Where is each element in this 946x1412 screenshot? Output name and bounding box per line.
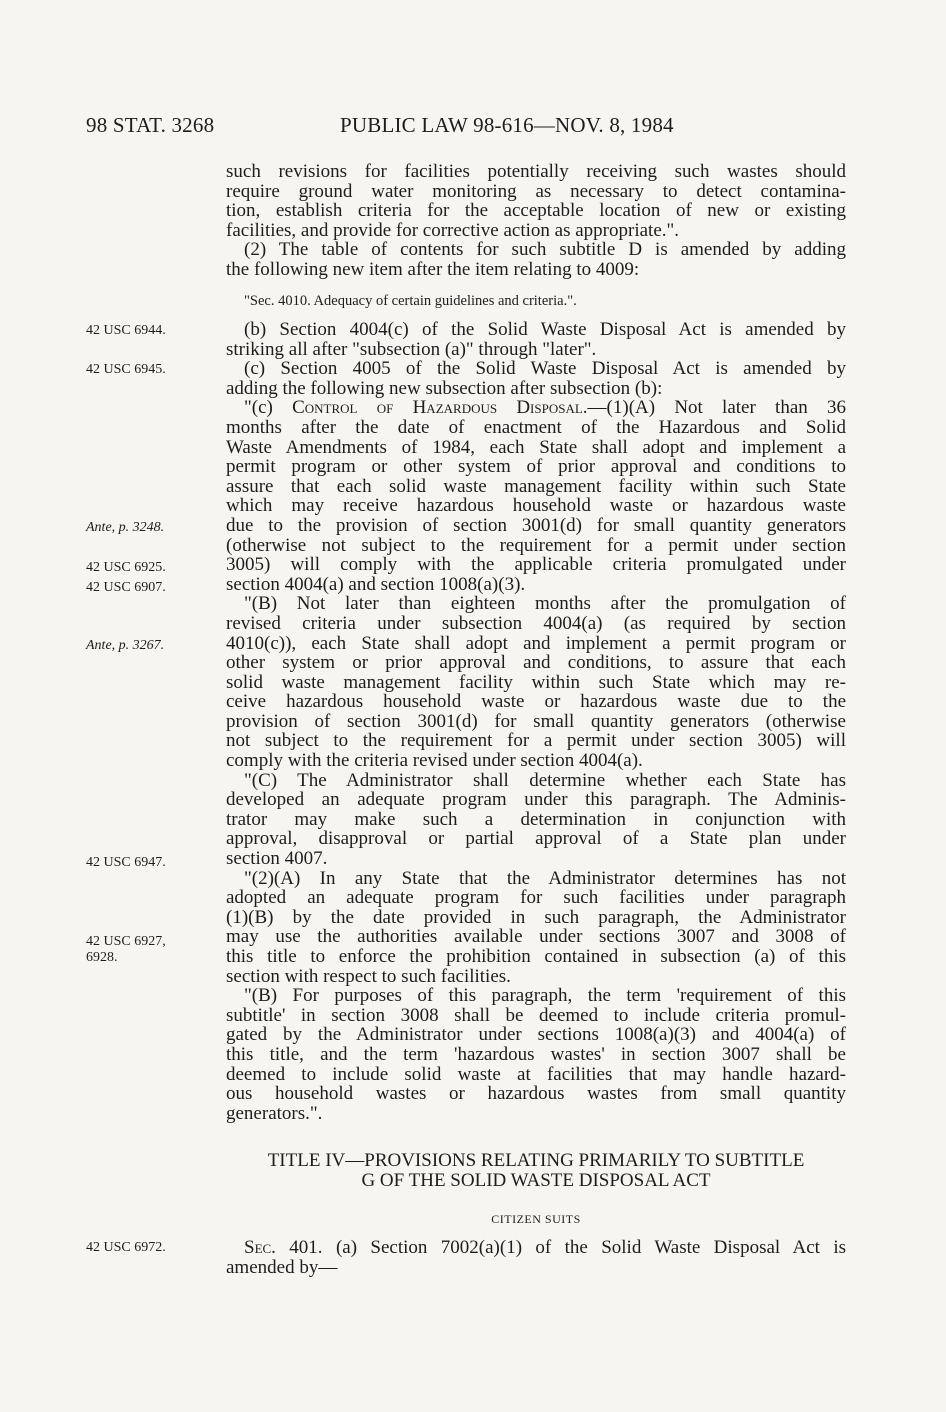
margin-note: 6928. bbox=[86, 950, 118, 965]
text-line: ceive hazardous household waste or hazardous waste due to the bbox=[226, 691, 846, 713]
text-line: adopted an adequate program for such facilities under paragraph bbox=[226, 887, 846, 909]
section-401 bbox=[226, 1238, 846, 1277]
text-line bbox=[226, 1238, 846, 1258]
text-line: deemed to include solid waste at facilities that may handle hazard- bbox=[226, 1063, 846, 1085]
text-line: section 4007. bbox=[226, 848, 328, 870]
text-line: generators.". bbox=[226, 1102, 323, 1124]
text-line: revised criteria under subsection 4004(a) (as required by section bbox=[226, 612, 846, 634]
text-line: 4010(c)), each State shall adopt and implement a permit program or bbox=[226, 632, 846, 654]
text-line: facilities, and provide for corrective action as appropriate.". bbox=[226, 219, 680, 241]
margin-note: 42 USC 6925. bbox=[86, 560, 166, 575]
text-line bbox=[226, 398, 846, 418]
text-line: (b) Section 4004(c) of the Solid Waste Disposal Act is amended by bbox=[244, 319, 846, 340]
text-line: "(2)(A) In any State that the Administrator determines has not bbox=[244, 867, 846, 889]
margin-note: 42 USC 6945. bbox=[86, 362, 166, 377]
margin-note: 42 USC 6907. bbox=[86, 580, 166, 595]
section-label: Sec. 401. bbox=[244, 1237, 323, 1258]
text-line: amended by— bbox=[226, 1256, 338, 1278]
text-line: require ground water monitoring as necessary to detect contamina- bbox=[226, 180, 846, 202]
text-line: developed an adequate program under this paragraph. The Adminis- bbox=[226, 789, 846, 811]
text-line: "(B) For purposes of this paragraph, the term 'requirement of this bbox=[244, 985, 846, 1007]
text-line: this title to enforce the prohibition contained in subsection (a) of this bbox=[226, 946, 846, 967]
text-line: the following new item after the item relating to 4009: bbox=[226, 258, 640, 280]
running-head: PUBLIC LAW 98-616—NOV. 8, 1984 bbox=[340, 113, 674, 137]
title-line: TITLE IV—PROVISIONS RELATING PRIMARILY TO SUBTITLE bbox=[267, 1150, 805, 1171]
text-line: gated by the Administrator under sections 1008(a)(3) and 4004(a) of bbox=[226, 1024, 846, 1046]
text-line: solid waste management facility within such State which may re- bbox=[226, 671, 846, 693]
text-line: which may receive hazardous household waste or hazardous waste bbox=[226, 495, 846, 517]
title-heading bbox=[226, 1151, 846, 1191]
table-of-contents-item: "Sec. 4010. Adequacy of certain guidelines and criteria.". bbox=[244, 293, 577, 309]
text-line: comply with the criteria revised under section 4004(a). bbox=[226, 750, 643, 772]
text-line: (1)(B) by the date provided in such paragraph, the Administrator bbox=[226, 906, 846, 928]
text-line: this title, and the term 'hazardous wastes' in section 3007 shall be bbox=[226, 1043, 846, 1065]
title-line: G OF THE SOLID WASTE DISPOSAL ACT bbox=[361, 1170, 711, 1191]
text-line: section 4004(a) and section 1008(a)(3). bbox=[226, 573, 526, 595]
text-line: due to the provision of section 3001(d) for small quantity generators bbox=[226, 514, 846, 536]
text-line: subtitle' in section 3008 shall be deemed to include criteria promul- bbox=[226, 1004, 846, 1026]
text-line: striking all after "subsection (a)" through "later". bbox=[226, 338, 597, 360]
margin-note: 42 USC 6972. bbox=[86, 1240, 166, 1255]
text-line: other system or prior approval and conditions, to assure that each bbox=[226, 652, 846, 674]
section-caption: CITIZEN SUITS bbox=[491, 1212, 581, 1226]
text-fragment: —(1)(A) Not later than 36 bbox=[587, 397, 847, 419]
text-line: "(B) Not later than eighteen months after the promulgation of bbox=[244, 593, 846, 615]
page-citation: 98 STAT. 3268 bbox=[86, 113, 215, 137]
text-line: not subject to the requirement for a permit under section 3005) will bbox=[226, 730, 846, 752]
margin-note-text: Ante, p. 3267. bbox=[86, 638, 165, 653]
text-line: Waste Amendments of 1984, each State shall adopt and implement a bbox=[226, 436, 846, 458]
opening-paragraphs bbox=[226, 162, 846, 280]
text-line: provision of section 3001(d) for small quantity generators (otherwise bbox=[226, 710, 846, 732]
text-line: (otherwise not subject to the requirement for a permit under section bbox=[226, 534, 846, 556]
text-line: "(C) The Administrator shall determine whether each State has bbox=[244, 769, 846, 791]
text-line: (2) The table of contents for such subtitle D is amended by adding bbox=[244, 239, 846, 261]
text-line: adding the following new subsection after subsection (b): bbox=[226, 377, 663, 399]
margin-note-text: Ante, p. 3248. bbox=[86, 520, 165, 535]
text-fragment: "(c) bbox=[244, 397, 293, 419]
text-line: approval, disapproval or partial approval of a State plan under bbox=[226, 828, 846, 850]
amendment-paragraphs bbox=[226, 320, 846, 1123]
text-line: 3005) will comply with the applicable criteria promulgated under bbox=[226, 554, 846, 576]
text-line: section with respect to such facilities. bbox=[226, 965, 511, 987]
text-line: permit program or other system of prior approval and conditions to bbox=[226, 456, 846, 478]
subsection-heading: Control of Hazardous Disposal. bbox=[292, 397, 588, 419]
margin-note bbox=[86, 638, 164, 654]
margin-note bbox=[86, 520, 164, 536]
margin-note: 42 USC 6947. bbox=[86, 855, 166, 870]
text-line: assure that each solid waste management facility within such State bbox=[226, 475, 846, 497]
text-line: trator may make such a determination in conjunction with bbox=[226, 808, 846, 830]
text-fragment: (a) Section 7002(a)(1) of the Solid Waste Disposal Act is bbox=[322, 1237, 846, 1258]
margin-note: 42 USC 6927, bbox=[86, 934, 166, 949]
text-line: ous household wastes or hazardous wastes from small quantity bbox=[226, 1083, 846, 1105]
text-line: tion, establish criteria for the acceptable location of new or existing bbox=[226, 200, 846, 222]
text-line: such revisions for facilities potentially receiving such wastes should bbox=[226, 161, 846, 182]
text-line: months after the date of enactment of the Hazardous and Solid bbox=[226, 416, 846, 438]
margin-note: 42 USC 6944. bbox=[86, 323, 166, 338]
text-line: may use the authorities available under sections 3007 and 3008 of bbox=[226, 926, 846, 948]
text-line: (c) Section 4005 of the Solid Waste Disposal Act is amended by bbox=[244, 358, 846, 380]
